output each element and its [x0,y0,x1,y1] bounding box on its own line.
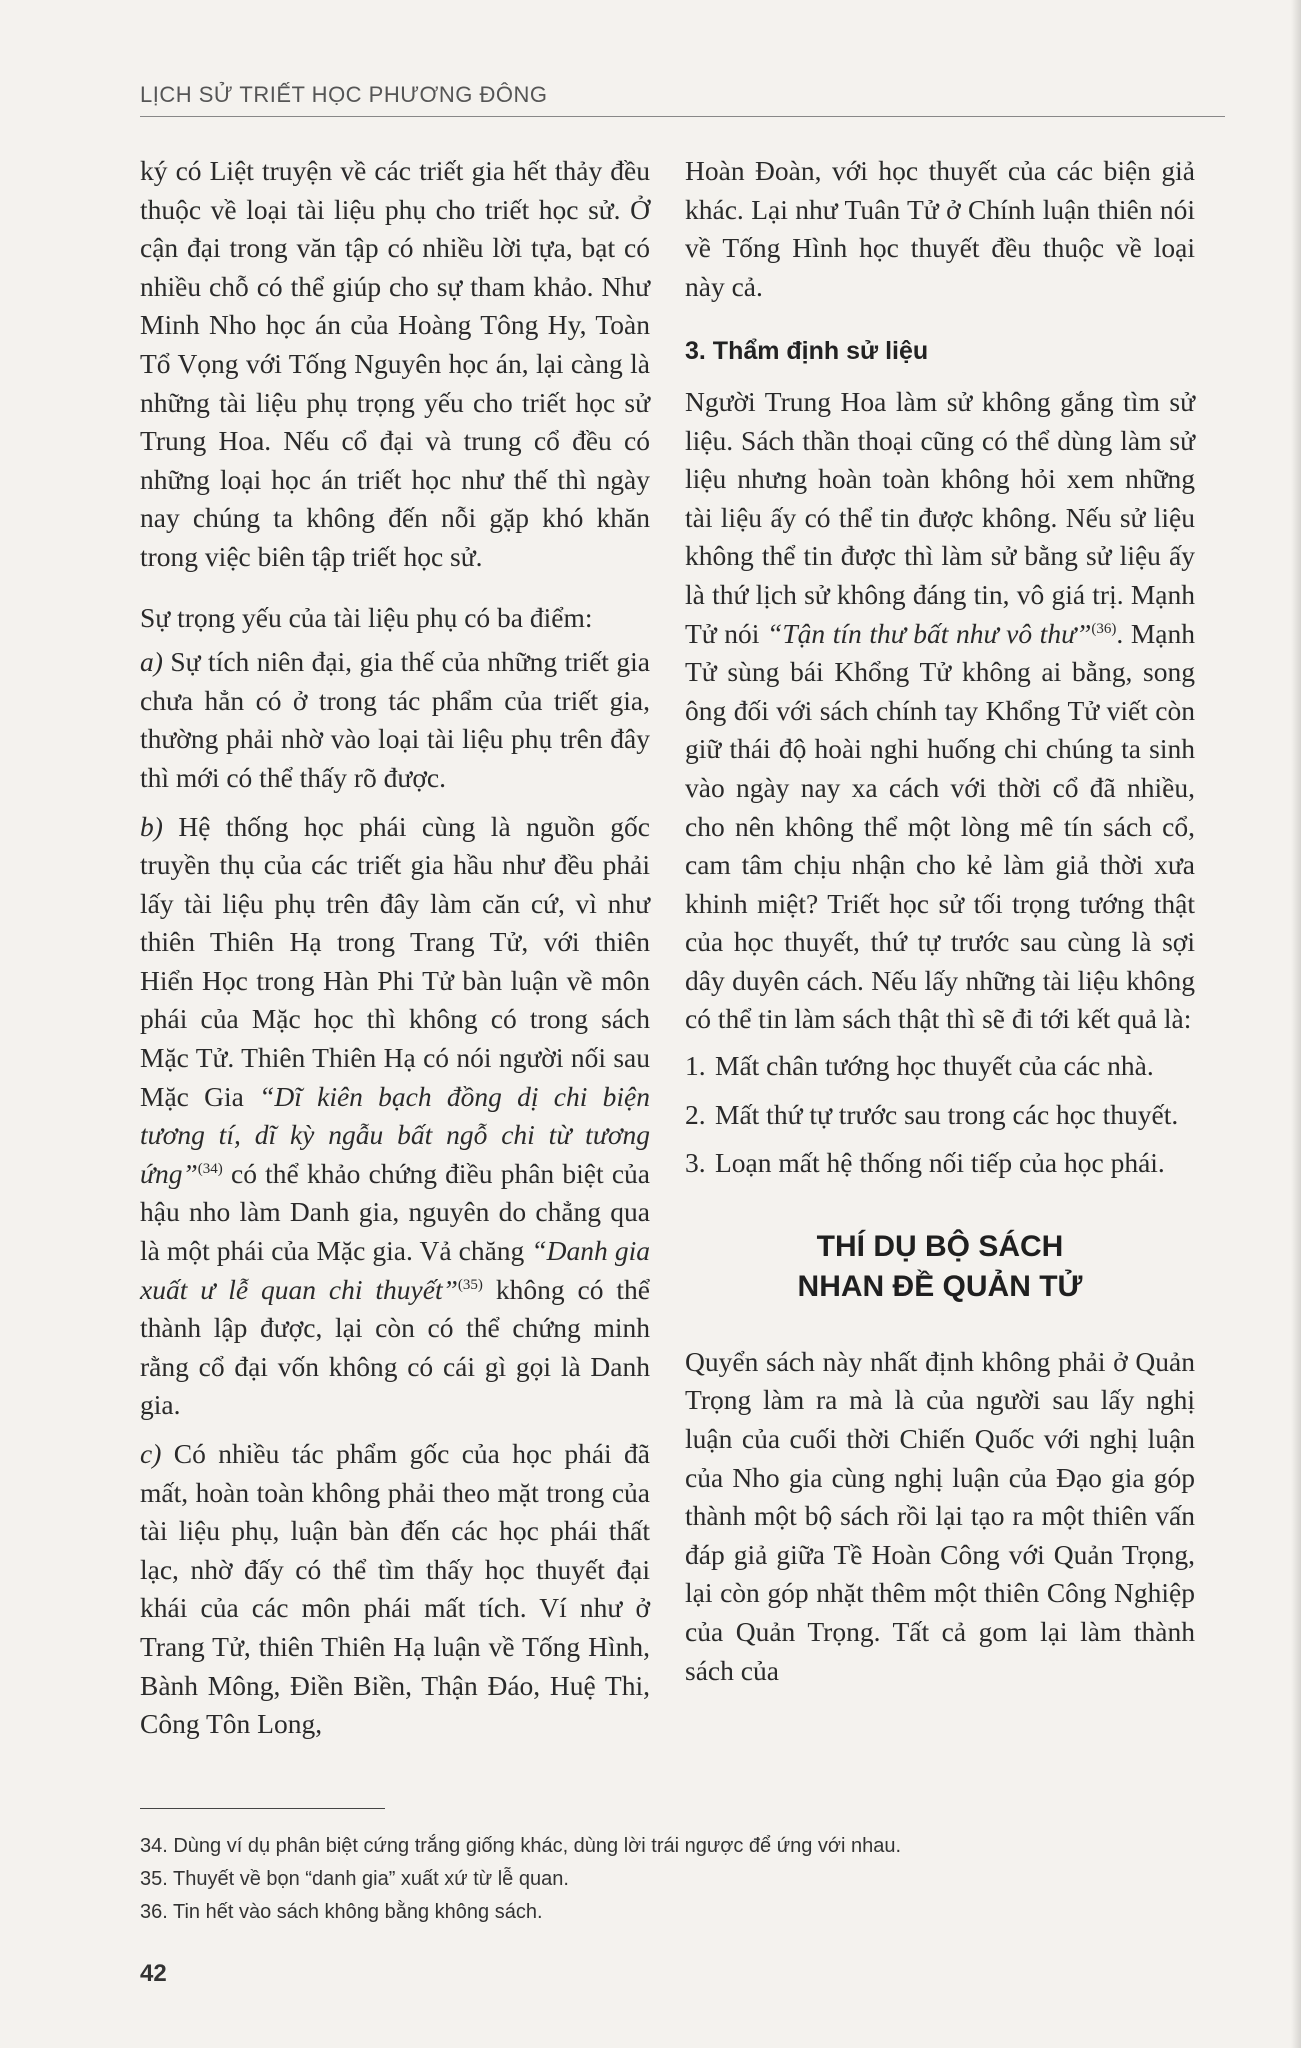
paragraph-text: . Mạnh Tử sùng bái Khổng Tử không ai bằng, song ông đối với sách chính tay Khổng Tử viết còn giữ thái độ hoài nghi huống chi chúng ta sinh vào ngày nay xa cách với thời cổ đã nhiều, cho nên không thể một lòng mê tín sách cổ, cam tâm chịu nhận cho kẻ làm giả thời xưa khinh miệt? Triết học sử tối trọng tướng thật của học thuyết, thứ tự trước sau cùng là sợi dây duyên cách. Nếu lấy những tài liệu không có thể tin làm sách thật thì sẽ đi tới kết quả là: [685,617,1195,1035]
point-text: không có thể thành lập được, lại còn có thể chứng minh rằng cổ đại vốn không có cái gì gọi là Danh gia. [140,1273,650,1421]
list-point-c [140,1435,650,1744]
quotation: “Tận tín thư bất như vô thư” [767,617,1092,649]
paragraph: ký có Liệt truyện về các triết gia hết thảy đều thuộc về loại tài liệu phụ cho triết học sử. Ở cận đại trong văn tập có nhiều lời tựa, bạt có nhiều chỗ có thể giúp cho sự tham khảo. Như Minh Nho học án của Hoàng Tông Hy, Toàn Tổ Vọng với Tống Nguyên học án, lại càng là những tài liệu phụ trọng yếu cho triết học sử Trung Hoa. Nếu cổ đại và trung cổ đều có những loại học án triết học như thế thì ngày nay chúng ta không đến nỗi gặp khó khăn trong việc biên tập triết học sử. [140,155,650,572]
list-point-b [140,808,650,1426]
paragraph: Sự trọng yếu của tài liệu phụ có ba điểm: [140,601,593,633]
chapter-title-line: NHAN ĐỀ QUẢN TỬ [797,1269,1083,1303]
quotation: “Dĩ kiên bạch đồng dị chi biện tương tí, dĩ kỳ ngẫu bất ngỗ chi từ tương ứng” [140,1080,650,1189]
footnote: 35. Thuyết về bọn “danh gia” xuất xứ từ lễ quan. [140,1868,569,1890]
point-text: Sự tích niên đại, gia thế của những triết gia chưa hẳn có ở trong tác phẩm của triết gia, thường phải nhờ vào loại tài liệu phụ trên đây thì mới có thể thấy rõ được. [140,646,650,793]
list-item [685,1144,1195,1183]
footnote-ref: (36) [1091,620,1117,637]
footnotes [140,1830,1230,1929]
list-number: 3. [685,1147,706,1179]
point-text: có thể khảo chứng điều phân biệt của hậu nho làm Danh gia, nguyên do chẳng qua là một phái của Mặc gia. Vả chăng [140,1157,650,1267]
chapter-title [685,1227,1195,1307]
list-number: 1. [685,1050,706,1082]
page-number: 42 [140,1960,167,1987]
page-edge-shadow [1291,0,1301,2048]
quotation: “Danh gia xuất ư lễ quan chi thuyết” [140,1235,651,1305]
paragraph: Hoàn Đoàn, với học thuyết của các biện giả khác. Lại như Tuân Tử ở Chính luận thiên nói về Tống Hình học thuyết đều thuộc về loại này cả. [685,155,1195,302]
list-item [685,1047,1195,1086]
footnote-ref: (35) [457,1276,483,1293]
footnote: 36. Tin hết vào sách không bằng không sách. [140,1901,543,1923]
paragraph: Quyển sách này nhất định không phải ở Quản Trọng làm ra mà là của người sau lấy nghị luận của cuối thời Chiến Quốc với nghị luận của Nho gia cùng nghị luận của Đạo gia góp thành một bộ sách rồi lại tạo ra một thiên vấn đáp giả giữa Tề Hoàn Công với Quản Trọng, lại còn góp nhặt thêm một thiên Công Nghiệp của Quản Trọng. Tất cả gom lại làm thành sách của [685,1345,1195,1686]
list-item [685,1096,1195,1135]
chapter-title-line: THÍ DỤ BỘ SÁCH [816,1229,1064,1263]
footnote: 34. Dùng ví dụ phân biệt cứng trắng giống khác, dùng lời trái ngược để ứng với nhau. [140,1835,902,1857]
paragraph [685,383,1195,1039]
list-number: 2. [685,1098,706,1130]
left-column [140,152,650,1744]
section-heading: 3. Thẩm định sử liệu [685,337,929,366]
point-text: Hệ thống học phái cùng là nguồn gốc truyền thụ của các triết gia hầu như đều phải lấy tài liệu phụ trên đây làm căn cứ, vì như thiên Thiên Hạ trong Trang Tử, với thiên Hiển Học trong Hàn Phi Tử bàn luận về môn phái của Mặc học thì không có trong sách Mặc Tử. Thiên Thiên Hạ có nói người nối sau Mặc Gia [140,810,650,1112]
list-point-a [140,643,650,797]
point-marker: a) [140,646,163,678]
point-marker: c) [140,1438,162,1469]
point-marker: b) [140,810,163,842]
paragraph-text: Người Trung Hoa làm sử không gắng tìm sử liệu. Sách thần thoại cũng có thể dùng làm sử liệu nhưng hoàn toàn không hỏi xem những tài liệu ấy có thể tin được không. Nếu sử liệu không thể tin được thì làm sử bằng sử liệu ấy là thứ lịch sử không đáng tin, vô giá trị. Mạnh Tử nói [685,385,1195,649]
running-header: LỊCH SỬ TRIẾT HỌC PHƯƠNG ĐÔNG [140,82,548,107]
footnote-ref: (34) [197,1160,223,1177]
footnote-rule [140,1808,385,1809]
list-text: Mất thứ tự trước sau trong các học thuyết. [715,1098,1179,1130]
right-column [685,152,1195,1690]
list-text: Mất chân tướng học thuyết của các nhà. [715,1050,1154,1082]
list-text: Loạn mất hệ thống nối tiếp của học phái. [715,1147,1165,1179]
header-rule [140,116,1225,117]
point-text: Có nhiều tác phẩm gốc của học phái đã mất, hoàn toàn không phải theo mặt trong của tài liệu phụ, luận bàn đến các học phái thất lạc, nhờ đấy có thể tìm thấy học thuyết đại khái của các môn phái mất tích. Ví như ở Trang Tử, thiên Thiên Hạ luận về Tống Hình, Bành Mông, Điền Biền, Thận Đáo, Huệ Thi, Công Tôn Long, [140,1438,650,1740]
